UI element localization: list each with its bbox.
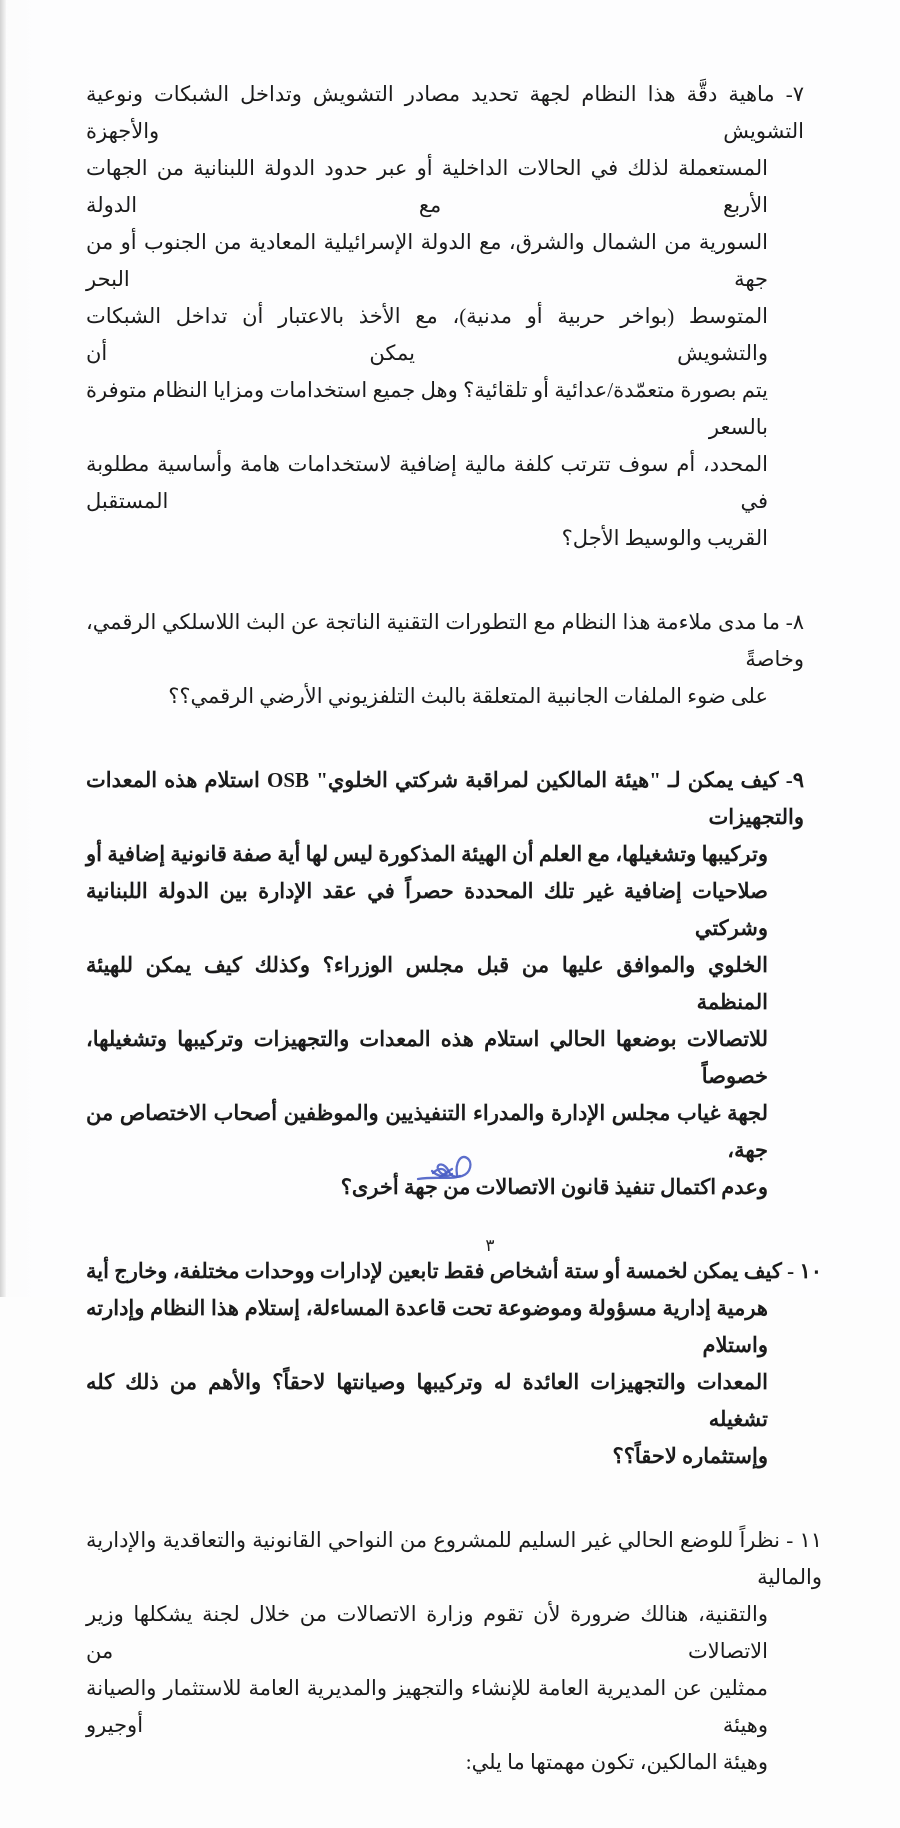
text-line: هرمية إدارية مسؤولة وموضوعة تحت قاعدة المساءلة، إستلام هذا النظام وإدارته واستلام xyxy=(86,1296,768,1357)
paragraph-10 xyxy=(86,1253,822,1475)
text-line: وتركيبها وتشغيلها، مع العلم أن الهيئة المذكورة ليس لها أية صفة قانونية إضافية أو xyxy=(86,842,768,866)
text-line: والتقنية، هنالك ضرورة لأن تقوم وزارة الاتصالات من خلال لجنة يشكلها وزير الاتصالات من xyxy=(86,1602,768,1663)
text-line: ٩- كيف يمكن لـ "هيئة المالكين لمراقبة شركتي الخلوي" OSB استلام هذه المعدات والتجهيزات xyxy=(86,768,804,829)
paragraph-7 xyxy=(86,76,804,557)
paragraph-11 xyxy=(86,1522,822,1781)
text-line: ٧- ماهية دقَّة هذا النظام لجهة تحديد مصادر التشويش وتداخل الشبكات ونوعية التشويش والأجهزة xyxy=(86,82,804,143)
text-line: لجهة غياب مجلس الإدارة والمدراء التنفيذيين والموظفين أصحاب الاختصاص من جهة، xyxy=(86,1101,768,1162)
text-line: المحدد، أم سوف تترتب كلفة مالية إضافية لاستخدامات هامة وأساسية مطلوبة في المستقبل xyxy=(86,452,768,513)
text-line: القريب والوسيط الأجل؟ xyxy=(561,526,768,550)
text-line: المستعملة لذلك في الحالات الداخلية أو عبر حدود الدولة اللبنانية من الجهات الأربع مع الدولة xyxy=(86,156,768,217)
scan-edge-shadow xyxy=(0,0,6,1297)
text-line: وهيئة المالكين، تكون مهمتها ما يلي: xyxy=(465,1750,768,1774)
text-line: وعدم اكتمال تنفيذ قانون الاتصالات من جهة أخرى؟ xyxy=(340,1175,768,1199)
text-line: صلاحيات إضافية غير تلك المحددة حصراً في عقد الإدارة بين الدولة اللبنانية وشركتي xyxy=(86,879,768,940)
text-line: ٨- ما مدى ملاءمة هذا النظام مع التطورات التقنية الناتجة عن البث اللاسلكي الرقمي، وخاصةً xyxy=(86,610,804,671)
text-line: المتوسط (بواخر حربية أو مدنية)، مع الأخذ بالاعتبار أن تداخل الشبكات والتشويش يمكن أن xyxy=(86,304,768,365)
text-line: الخلوي والموافق عليها من قبل مجلس الوزراء؟ وكذلك كيف يمكن للهيئة المنظمة xyxy=(86,953,768,1014)
text-line: يتم بصورة متعمّدة/عدائية أو تلقائية؟ وهل جميع استخدامات ومزايا النظام متوفرة بالسعر xyxy=(86,378,768,439)
paragraph-8 xyxy=(86,604,804,715)
page-number: ٣ xyxy=(485,1236,495,1255)
text-line: وإستثماره لاحقاً؟؟ xyxy=(612,1444,768,1468)
text-line: المعدات والتجهيزات العائدة له وتركيبها وصيانتها لاحقاً؟ والأهم من ذلك كله تشغيله xyxy=(86,1370,768,1431)
text-line: على ضوء الملفات الجانبية المتعلقة بالبث التلفزيوني الأرضي الرقمي؟؟ xyxy=(168,684,768,708)
text-line: ١٠ - كيف يمكن لخمسة أو ستة أشخاص فقط تابعين لإدارات ووحدات مختلفة، وخارج أية xyxy=(86,1259,822,1283)
text-line: السورية من الشمال والشرق، مع الدولة الإسرائيلية المعادية من الجنوب أو من جهة البحر xyxy=(86,230,768,291)
text-line: ممثلين عن المديرية العامة للإنشاء والتجهيز والمديرية العامة للاستثمار والصيانة وهيئة أوجيرو xyxy=(86,1676,768,1737)
document-body xyxy=(86,76,822,1828)
text-line: ١١ - نظراً للوضع الحالي غير السليم للمشروع من النواحي القانونية والتعاقدية والإدارية والمالية xyxy=(86,1528,822,1589)
text-line: للاتصالات بوضعها الحالي استلام هذه المعدات والتجهيزات وتركيبها وتشغيلها، خصوصاً xyxy=(86,1027,768,1088)
paragraph-9 xyxy=(86,762,804,1206)
signature-scribble-icon xyxy=(412,1146,476,1190)
